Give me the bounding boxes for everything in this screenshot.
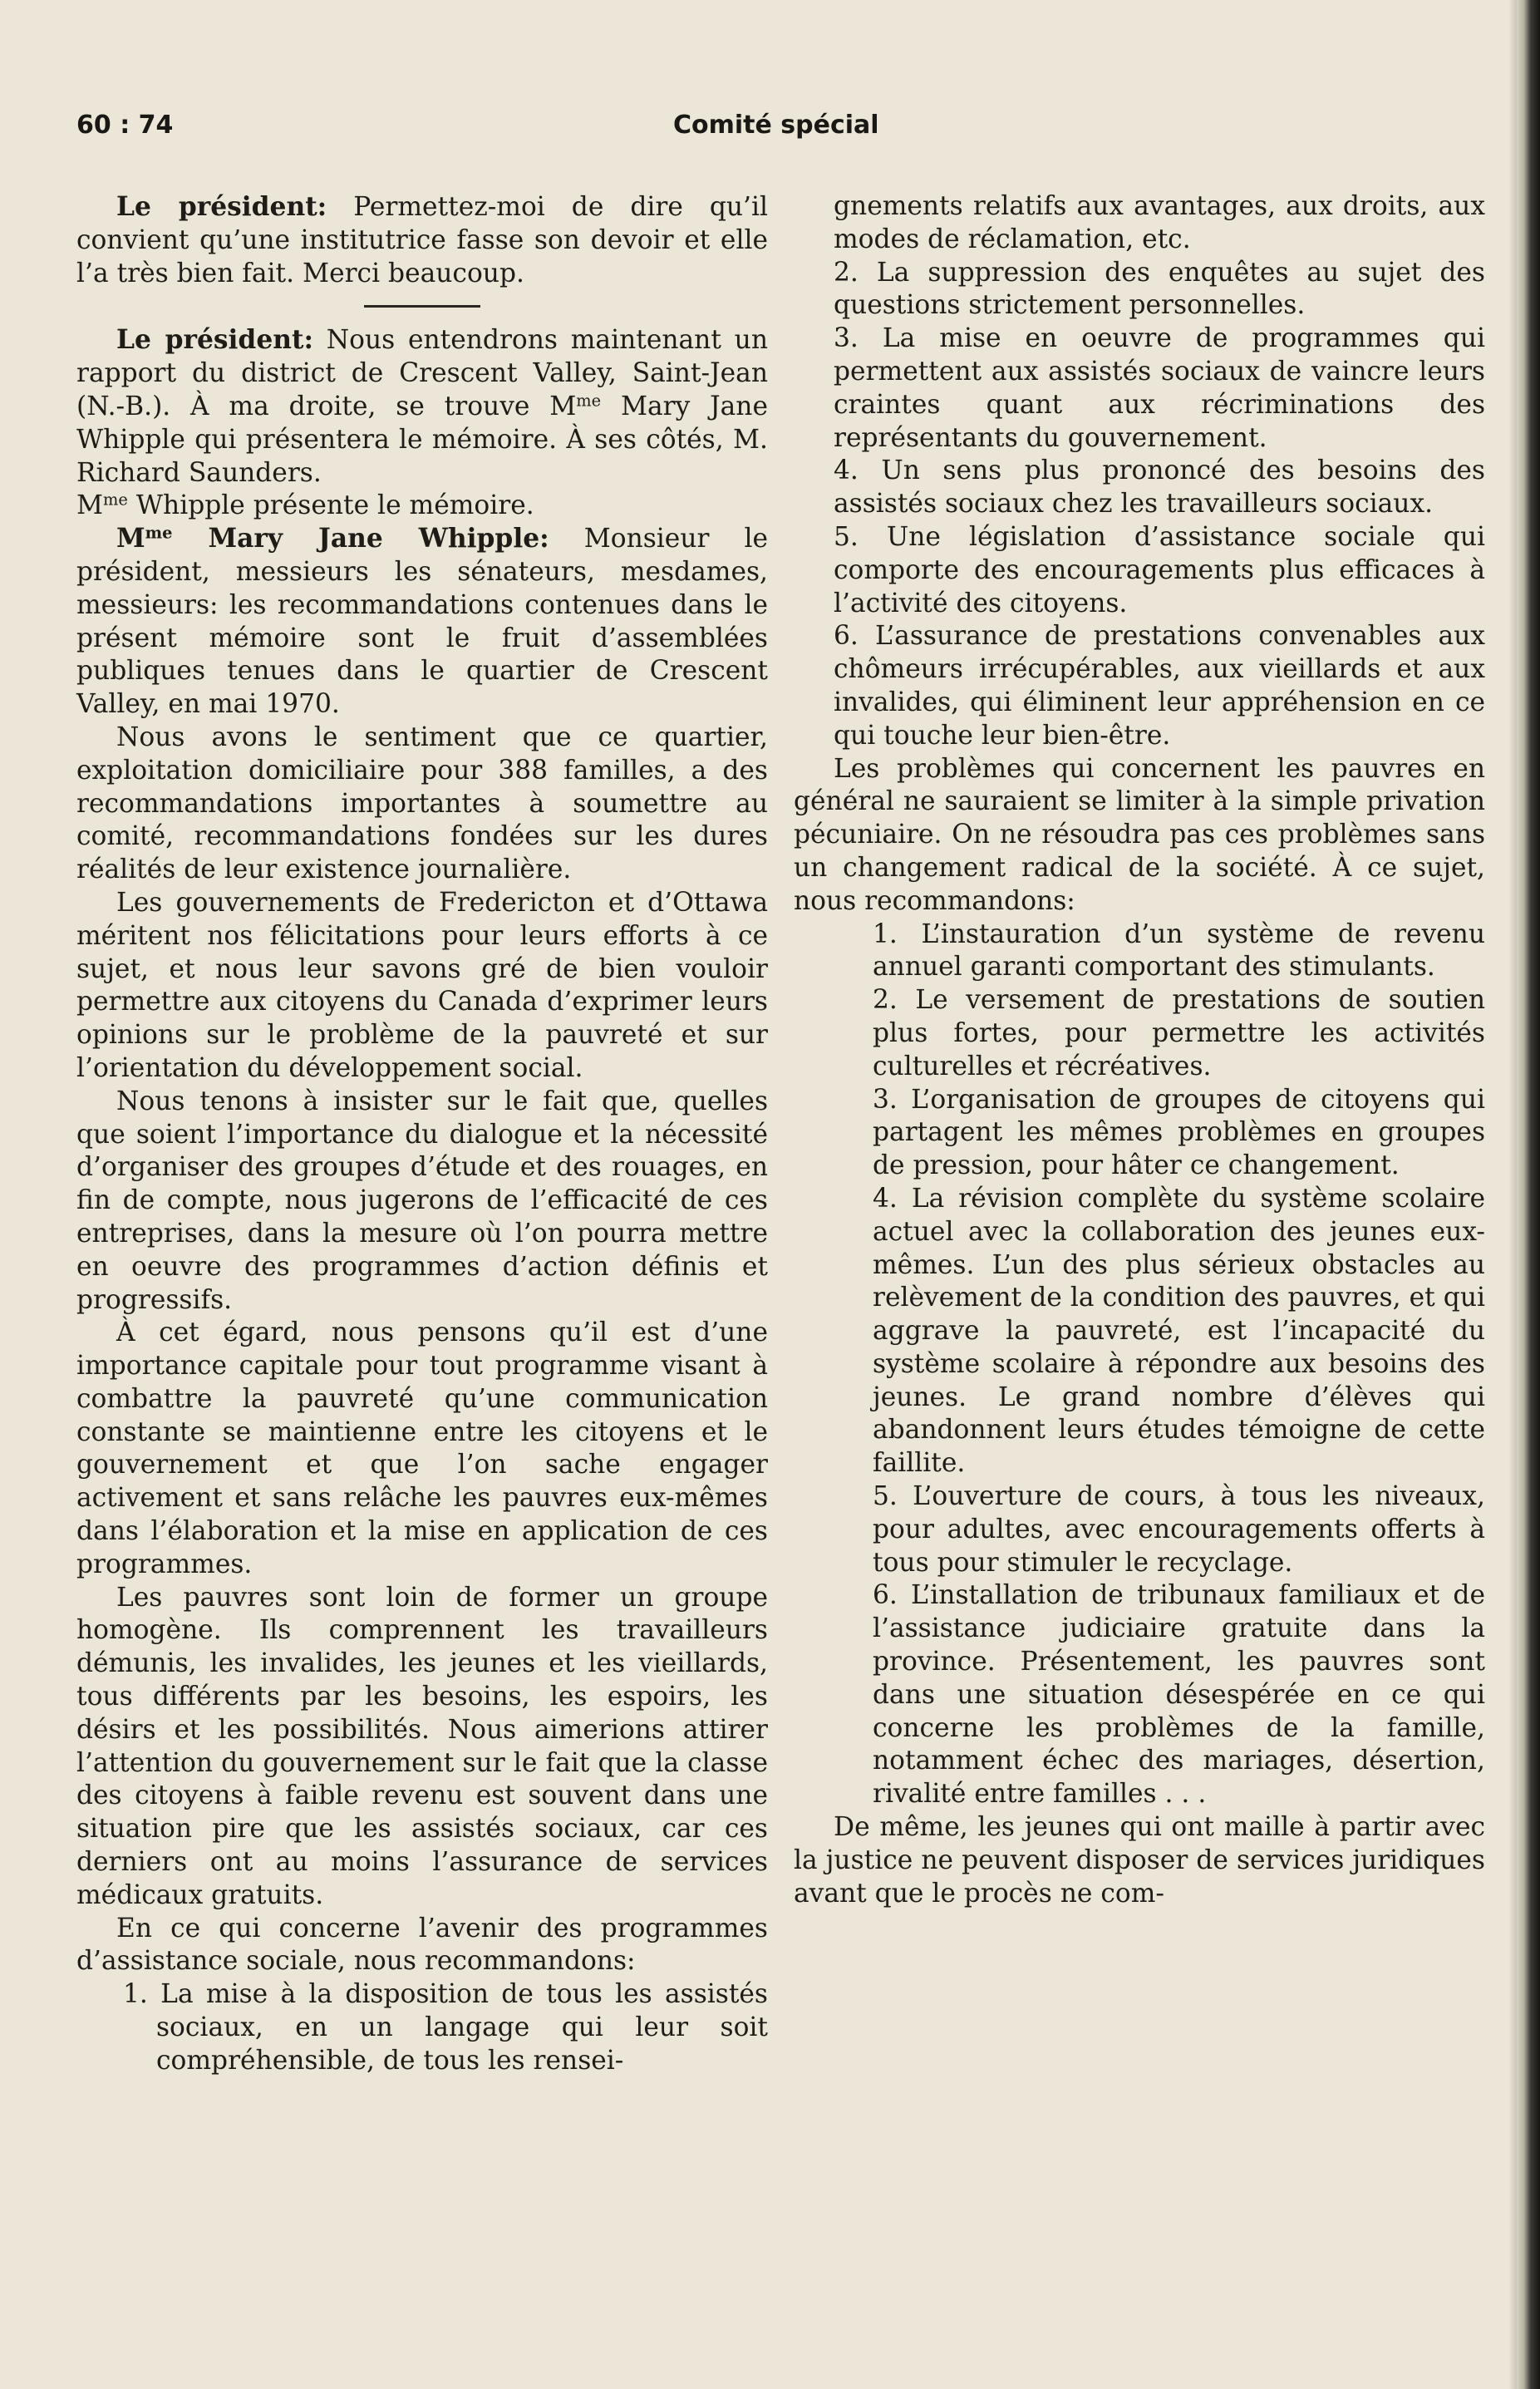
paragraph-text: M — [76, 490, 104, 521]
superscript: me — [103, 490, 128, 510]
right-column — [794, 190, 1485, 1910]
page-number: 60 : 74 — [76, 111, 174, 140]
speaker-name: Le président: — [116, 325, 313, 356]
paragraph-text: Mary Jane Whipple qui présentera le mémoire. À ses côtés, M. Richard Saunders. — [76, 391, 768, 488]
superscript: me — [576, 391, 602, 411]
page-gutter-shadow — [1508, 0, 1517, 2389]
list-item: 1. L’instauration d’un système de revenu annuel garanti comportant des stimulants. — [873, 919, 1485, 983]
paragraph — [76, 490, 768, 523]
page-edge — [1517, 0, 1540, 2389]
paragraph-text: Whipple présente le mémoire. — [127, 490, 534, 521]
paragraph: Nous tenons à insister sur le fait que, quelles que soient l’importance du dialogue et la nécessité d’organiser des groupes d’étude et des rouages, en fin de compte, nous jugerons de l’efficacité de ces entreprises, dans la mesure où l’on pourra mettre en oeuvre des programmes d’action définis et progressifs. — [76, 1086, 768, 1315]
list-item: 4. Un sens plus prononcé des besoins des assistés sociaux chez les travailleurs sociaux. — [834, 456, 1485, 520]
superscript: me — [145, 523, 173, 543]
paragraph: De même, les jeunes qui ont maille à partir avec la justice ne peuvent disposer de services juridiques avant que le procès ne com- — [794, 1812, 1485, 1909]
speaker-surname: Mary Jane Whipple: — [172, 524, 549, 554]
speaker-name — [116, 524, 549, 554]
list-item-continuation: gnements relatifs aux avantages, aux droits, aux modes de réclamation, etc. — [834, 191, 1485, 254]
speaker-name: Le président: — [116, 192, 327, 222]
list-item: 3. L’organisation de groupes de citoyens qui partagent les mêmes problèmes en groupes de pression, pour hâter ce changement. — [873, 1084, 1485, 1181]
list-item: 6. L’installation de tribunaux familiaux et de l’assistance judiciaire gratuite dans la province. Présentement, les pauvres sont dans une situation désespérée en ce qui concerne les problèmes de la famille, notamment échec des mariages, désertion, rivalité entre familles . . . — [873, 1580, 1485, 1810]
list-item: 2. La suppression des enquêtes au sujet des questions strictement personnelles. — [834, 257, 1485, 321]
list-item: 5. L’ouverture de cours, à tous les niveaux, pour adultes, avec encouragements offerts à tous pour stimuler le recyclage. — [873, 1481, 1485, 1578]
list-item: 2. Le versement de prestations de soutien plus fortes, pour permettre les activités culturelles et récréatives. — [873, 985, 1485, 1081]
paragraph-text: Monsieur le président, messieurs les sénateurs, mesdames, messieurs: les recommandations contenues dans le présent mémoire sont le fruit d’assemblées publiques tenues dans le quartier de Crescent Valley, en mai 1970. — [76, 524, 768, 720]
list-item: 4. La révision complète du système scolaire actuel avec la collaboration des jeunes eux-mêmes. L’un des plus sérieux obstacles au relèvement de la condition des pauvres, et qui aggrave la pauvreté, est l’incapacité du système scolaire à répondre aux besoins des jeunes. Le grand nombre d’élèves qui abandonnent leurs études témoigne de cette faillite. — [873, 1183, 1485, 1479]
paragraph: Les gouvernements de Fredericton et d’Ottawa méritent nos félicitations pour leurs efforts à ce sujet, et nous leur savons gré de bien vouloir permettre aux citoyens du Canada d’exprimer leurs opinions sur le problème de la pauvreté et sur l’orientation du développement social. — [76, 887, 768, 1083]
paragraph — [76, 191, 768, 290]
paragraph-text: Permettez-moi de dire qu’il convient qu’une institutrice fasse son devoir et elle l’a très bien fait. Merci beaucoup. — [76, 192, 769, 288]
list-item: 3. La mise en oeuvre de programmes qui permettent aux assistés sociaux de vaincre leurs craintes quant aux récriminations des représentants du gouvernement. — [834, 323, 1485, 453]
paragraph: Nous avons le sentiment que ce quartier, exploitation domiciliaire pour 388 familles, a des recommandations importantes à soumettre au comité, recommandations fondées sur les dures réalités de leur existence journalière. — [76, 722, 768, 885]
paragraph: Les problèmes qui concernent les pauvres en général ne sauraient se limiter à la simple privation pécuniaire. On ne résoudra pas ces problèmes sans un changement radical de la société. À ce sujet, nous recommandons: — [794, 753, 1485, 916]
list-item: 5. Une législation d’assistance sociale qui comporte des encouragements plus efficaces à l’activité des citoyens. — [834, 521, 1485, 618]
paragraph — [76, 523, 768, 722]
section-divider — [364, 305, 480, 308]
page-header — [76, 111, 899, 152]
paragraph: En ce qui concerne l’avenir des programmes d’assistance sociale, nous recommandons: — [76, 1913, 768, 1977]
left-column — [76, 191, 768, 2078]
list-item: 1. La mise à la disposition de tous les assistés sociaux, en un langage qui leur soit compréhensible, de tous les rensei- — [123, 1979, 768, 2076]
speaker-prefix: M — [116, 524, 145, 554]
running-title: Comité spécial — [673, 111, 879, 140]
paragraph-text: Nous entendrons maintenant un rapport du district de Crescent Valley, Saint-Jean (N.-B.). À ma droite, se trouve M — [76, 325, 768, 421]
list-item: 6. L’assurance de prestations convenables aux chômeurs irrécupérables, aux vieillards et aux invalides, qui éliminent leur appréhension en ce qui touche leur bien-être. — [834, 621, 1485, 751]
paragraph: À cet égard, nous pensons qu’il est d’une importance capitale pour tout programme visant à combattre la pauvreté qu’une communication constante se maintienne entre les citoyens et le gouvernement et que l’on sache engager activement et sans relâche les pauvres eux-mêmes dans l’élaboration et la mise en application de ces programmes. — [76, 1318, 768, 1579]
paragraph: Les pauvres sont loin de former un groupe homogène. Ils comprennent les travailleurs démunis, les invalides, les jeunes et les vieillards, tous différents par les besoins, les espoirs, les désirs et les possibilités. Nous aimerions attirer l’attention du gouvernement sur le fait que la classe des citoyens à faible revenu est souvent dans une situation pire que les assistés sociaux, car ces derniers ont au moins l’assurance de services médicaux gratuits. — [76, 1582, 768, 1910]
paragraph — [76, 324, 768, 490]
